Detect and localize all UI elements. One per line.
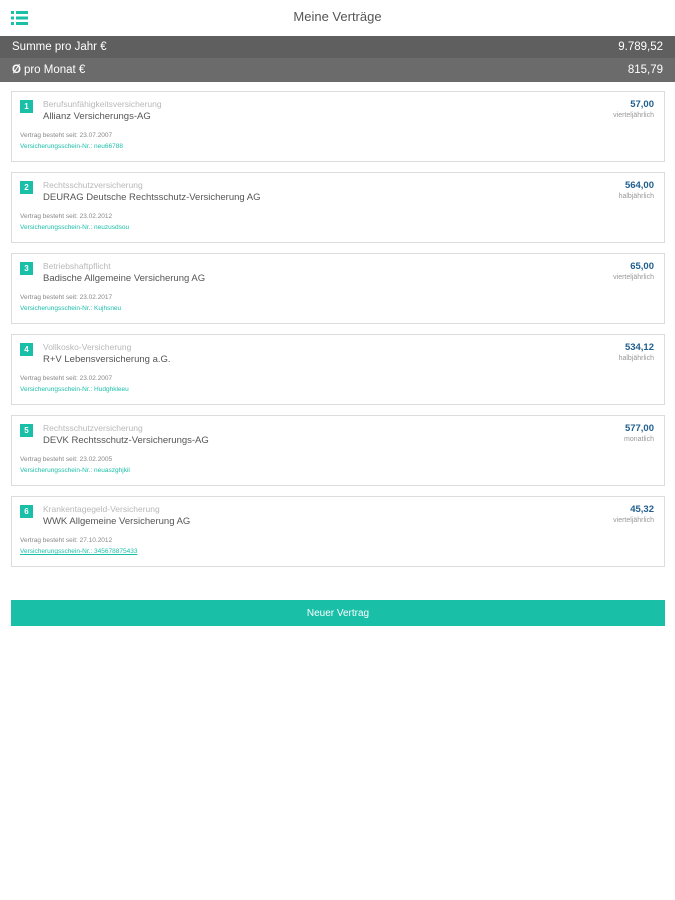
contract-frequency: vierteljährlich bbox=[613, 517, 654, 524]
contract-amount: 57,00 bbox=[630, 99, 654, 110]
contract-type: Betriebshaftpflicht bbox=[43, 261, 111, 271]
contract-provider: Allianz Versicherungs-AG bbox=[43, 111, 151, 122]
contract-amount: 45,32 bbox=[630, 504, 654, 515]
contract-since: Vertrag besteht seit: 23.02.2005 bbox=[20, 456, 113, 463]
contract-type: Vollkosko-Versicherung bbox=[43, 342, 132, 352]
contract-number-badge: 3 bbox=[20, 262, 33, 275]
summary-month-label: pro Monat € bbox=[23, 64, 86, 76]
page-title: Meine Verträge bbox=[293, 9, 382, 24]
contract-provider: DEVK Rechtsschutz-Versicherungs-AG bbox=[43, 435, 209, 446]
contract-policy-link[interactable]: Versicherungsschein-Nr.: 345678875433 bbox=[20, 548, 138, 555]
contract-provider: R+V Lebensversicherung a.G. bbox=[43, 354, 171, 365]
contract-frequency: halbjährlich bbox=[618, 355, 654, 362]
contract-type: Krankentagegeld-Versicherung bbox=[43, 504, 160, 514]
contract-policy-link[interactable]: Versicherungsschein-Nr.: Hudghkleeu bbox=[20, 386, 129, 393]
contract-policy-link[interactable]: Versicherungsschein-Nr.: neuzusdsou bbox=[20, 224, 130, 231]
top-bar bbox=[0, 0, 675, 36]
contract-type: Berufsunfähigkeitsversicherung bbox=[43, 99, 162, 109]
summary-year-row bbox=[0, 36, 675, 58]
summary-year-label: Summe pro Jahr € bbox=[12, 41, 107, 53]
contract-number-badge: 2 bbox=[20, 181, 33, 194]
new-contract-button[interactable]: Neuer Vertrag bbox=[11, 600, 665, 626]
summary-panel bbox=[0, 36, 675, 82]
contract-amount: 534,12 bbox=[624, 342, 654, 353]
contract-card[interactable] bbox=[11, 91, 665, 162]
contract-card[interactable] bbox=[11, 172, 665, 243]
contract-frequency: vierteljährlich bbox=[613, 274, 654, 281]
contract-number-badge: 1 bbox=[20, 100, 33, 113]
contract-policy-link[interactable]: Versicherungsschein-Nr.: Kujhsneu bbox=[20, 305, 122, 312]
contract-card[interactable] bbox=[11, 253, 665, 324]
summary-year-value: 9.789,52 bbox=[618, 41, 663, 53]
contract-frequency: vierteljährlich bbox=[613, 112, 654, 119]
contract-since: Vertrag besteht seit: 27.10.2012 bbox=[20, 537, 113, 544]
contract-card[interactable] bbox=[11, 415, 665, 486]
summary-month-label-group bbox=[12, 64, 85, 76]
contract-policy-link[interactable]: Versicherungsschein-Nr.: neu66788 bbox=[20, 143, 123, 150]
contract-amount: 577,00 bbox=[624, 423, 654, 434]
contract-number-badge: 5 bbox=[20, 424, 33, 437]
contract-provider: DEURAG Deutsche Rechtsschutz-Versicherung AG bbox=[43, 192, 261, 203]
summary-month-value: 815,79 bbox=[627, 64, 663, 76]
contract-since: Vertrag besteht seit: 23.07.2007 bbox=[20, 132, 113, 139]
contract-frequency: halbjährlich bbox=[618, 193, 654, 200]
contract-type: Rechtsschutzversicherung bbox=[43, 180, 143, 190]
contract-since: Vertrag besteht seit: 23.02.2017 bbox=[20, 294, 113, 301]
contract-type: Rechtsschutzversicherung bbox=[43, 423, 143, 433]
contract-since: Vertrag besteht seit: 23.02.2012 bbox=[20, 213, 113, 220]
contract-card[interactable] bbox=[11, 496, 665, 567]
contract-policy-link[interactable]: Versicherungsschein-Nr.: neuaszghjkil bbox=[20, 467, 130, 474]
contract-number-badge: 6 bbox=[20, 505, 33, 518]
contract-amount: 564,00 bbox=[624, 180, 654, 191]
contract-amount: 65,00 bbox=[630, 261, 654, 272]
contract-number-badge: 4 bbox=[20, 343, 33, 356]
average-symbol: Ø bbox=[12, 64, 21, 76]
contract-provider: WWK Allgemeine Versicherung AG bbox=[43, 516, 191, 527]
contract-card[interactable] bbox=[11, 334, 665, 405]
contract-list bbox=[11, 91, 665, 577]
contract-provider: Badische Allgemeine Versicherung AG bbox=[43, 273, 206, 284]
summary-month-row bbox=[12, 59, 663, 81]
contract-since: Vertrag besteht seit: 23.02.2007 bbox=[20, 375, 113, 382]
contract-frequency: monatlich bbox=[624, 436, 654, 443]
